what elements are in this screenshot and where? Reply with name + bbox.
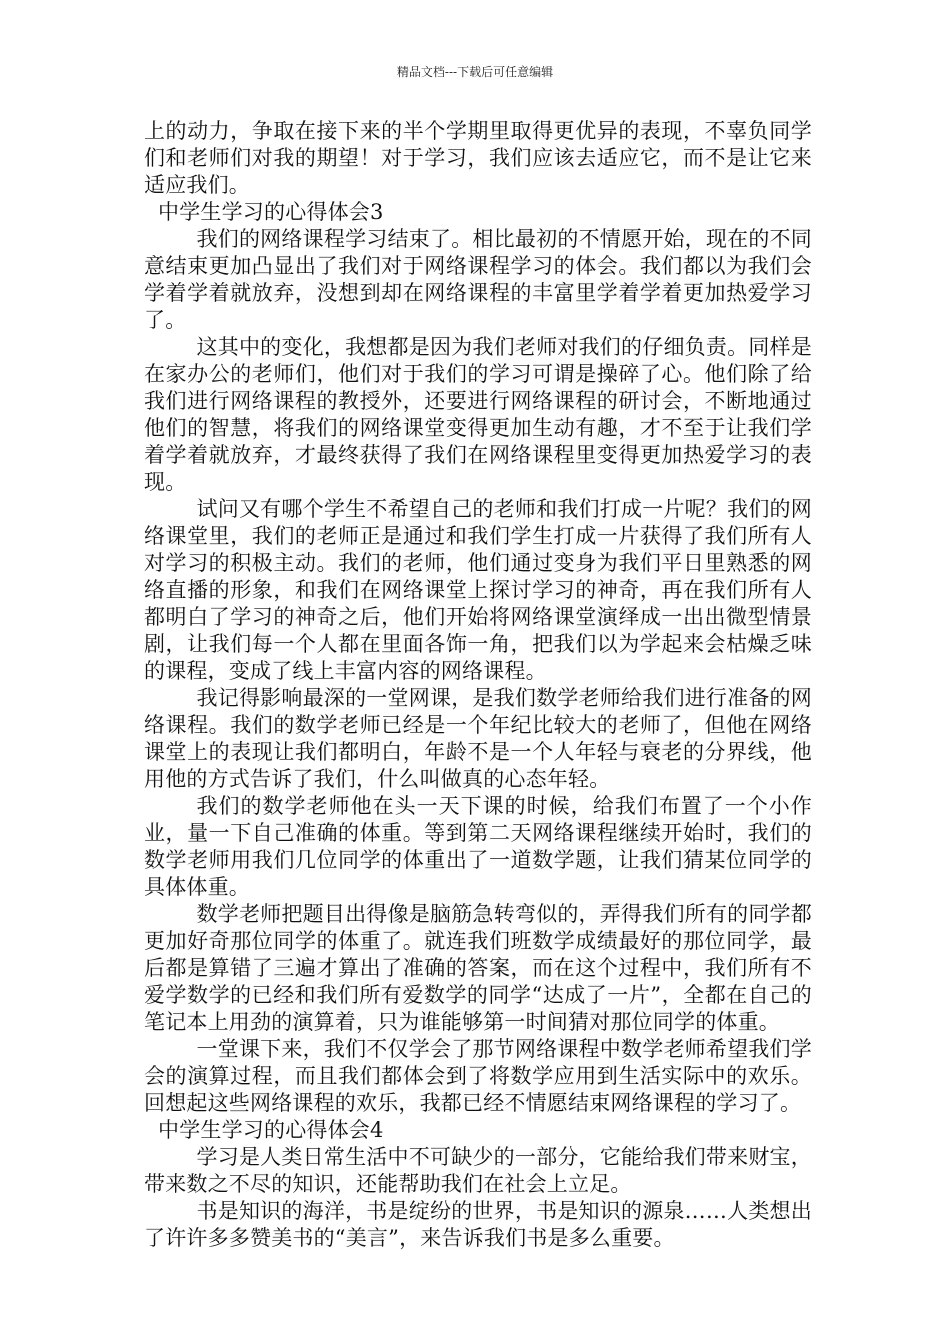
section-heading: 中学生学习的心得体会3 (158, 200, 384, 224)
paragraph: 我们的数学老师他在头一天下课的时候，给我们布置了一个小作业，量一下自己准确的体重。等到第二天网络课程继续开始时，我们的数学老师用我们几位同学的体重出了一道数学题，让我们猜某位同学的具体体重。 (144, 794, 812, 899)
paragraph: 书是知识的海洋，书是绽纷的世界，书是知识的源泉……人类想出了许许多多赞美书的“美言”，来告诉我们书是多么重要。 (144, 1199, 812, 1250)
paragraph: 数学老师把题目出得像是脑筋急转弯似的，弄得我们所有的同学都更加好奇那位同学的体重了。就连我们班数学成绩最好的那位同学，最后都是算错了三遍才算出了准确的答案，而在这个过程中，我们所有不爱学数学的已经和我们所有爱数学的同学“达成了一片”，全都在自己的笔记本上用劲的演算着，只为谁能够第一时间猜对那位同学的体重。 (144, 902, 812, 1034)
section-heading: 中学生学习的心得体会4 (158, 1118, 384, 1142)
paragraph: 我记得影响最深的一堂网课，是我们数学老师给我们进行准备的网络课程。我们的数学老师已经是一个年纪比较大的老师了，但他在网络课堂上的表现让我们都明白，年龄不是一个人年轻与衰老的分界线，他用他的方式告诉了我们，什么叫做真的心态年轻。 (144, 686, 812, 791)
paragraph: 一堂课下来，我们不仅学会了那节网络课程中数学老师希望我们学会的演算过程，而且我们都体会到了将数学应用到生活实际中的欢乐。回想起这些网络课程的欢乐，我都已经不情愿结束网络课程的学习了。 (144, 1037, 812, 1115)
paragraph: 我们的网络课程学习结束了。相比最初的不情愿开始，现在的不同意结束更加凸显出了我们对于网络课程学习的体会。我们都以为我们会学着学着就放弃，没想到却在网络课程的丰富里学着学着更加热爱学习了。 (144, 227, 812, 332)
paragraph: 学习是人类日常生活中不可缺少的一部分，它能给我们带来财宝，带来数之不尽的知识，还能帮助我们在社会上立足。 (144, 1145, 812, 1196)
paragraph: 这其中的变化，我想都是因为我们老师对我们的仔细负责。同样是在家办公的老师们，他们对于我们的学习可谓是操碎了心。他们除了给我们进行网络课程的教授外，还要进行网络课程的研讨会，不断地通过他们的智慧，将我们的网络课堂变得更加生动有趣，才不至于让我们学着学着就放弃，才最终获得了我们在网络课程里变得更加热爱学习的表现。 (144, 335, 812, 494)
document-body (144, 118, 812, 1252)
paragraph: 上的动力，争取在接下来的半个学期里取得更优异的表现，不辜负同学们和老师们对我的期望！对于学习，我们应该去适应它，而不是让它来适应我们。 (144, 119, 812, 197)
paragraph: 试问又有哪个学生不希望自己的老师和我们打成一片呢？我们的网络课堂里，我们的老师正是通过和我们学生打成一片获得了我们所有人对学习的积极主动。我们的老师，他们通过变身为我们平日里熟悉的网络直播的形象，和我们在网络课堂上探讨学习的神奇，再在我们所有人都明白了学习的神奇之后，他们开始将网络课堂演绎成一出出微型情景剧，让我们每一个人都在里面各饰一角，把我们以为学起来会枯燥乏味的课程，变成了线上丰富内容的网络课程。 (144, 497, 812, 683)
page-header: 精品文档---下载后可任意编辑 (396, 65, 554, 79)
